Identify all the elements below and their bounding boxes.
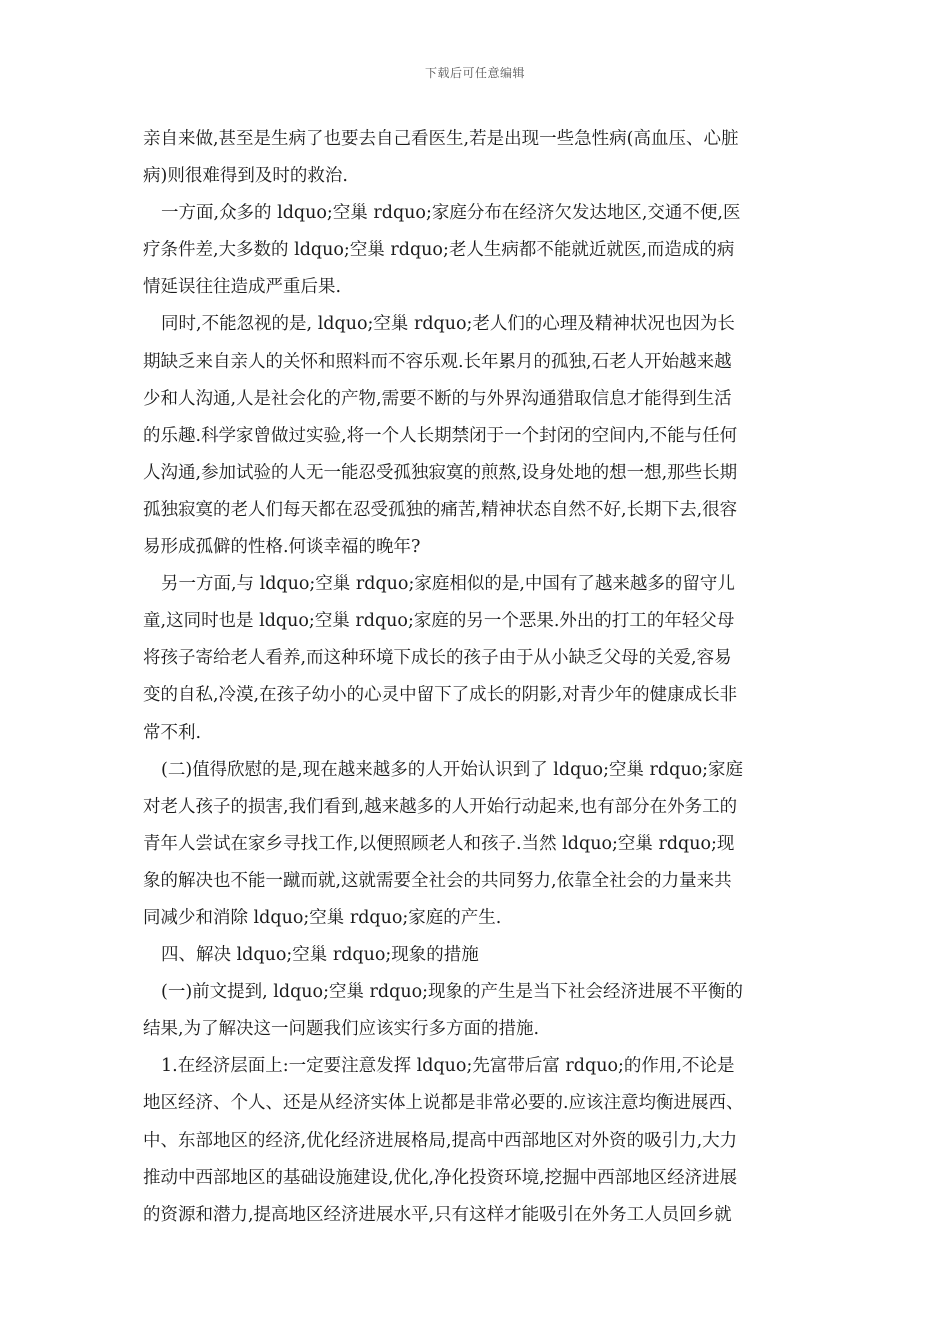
text-line: 结果,为了解决这一问题我们应该实行多方面的措施. [143, 1019, 540, 1040]
text-line: 亲自来做,甚至是生病了也要去自己看医生,若是出现一些急性病(高血压、心脏 [143, 129, 739, 149]
text-line: 青年人尝试在家乡寻找工作,以便照顾老人和孩子.当然 ldquo;空巢 rdquo;现 [143, 833, 735, 854]
text-line: 期缺乏来自亲人的关怀和照料而不容乐观.长年累月的孤独,石老人开始越来越 [143, 351, 732, 372]
text-line: 象的解决也不能一蹴而就,这就需要全社会的共同努力,依靠全社会的力量来共 [143, 870, 732, 891]
text-line: 1.在经济层面上:一定要注意发挥 ldquo;先富带后富 rdquo;的作用,不论是 [161, 1056, 735, 1077]
text-line: 孤独寂寞的老人们每天都在忍受孤独的痛苦,精神状态自然不好,长期下去,很容 [143, 499, 738, 520]
text-line: (一)前文提到, ldquo;空巢 rdquo;现象的产生是当下社会经济进展不平衡的 [161, 982, 744, 1003]
text-line: 对老人孩子的损害,我们看到,越来越多的人开始行动起来,也有部分在外务工的 [143, 796, 738, 817]
text-line: 易形成孤僻的性格.何谈幸福的晚年? [143, 537, 421, 558]
text-line: 疗条件差,大多数的 ldquo;空巢 rdquo;老人生病都不能就近就医,而造成的病 [143, 240, 735, 261]
text-line: 人沟通,参加试验的人无一能忍受孤独寂寞的煎熬,设身处地的想一想,那些长期 [143, 462, 738, 483]
text-line: 的资源和潜力,提高地区经济进展水平,只有这样才能吸引在外务工人员回乡就 [143, 1204, 732, 1225]
text-line: 同时,不能忽视的是, ldquo;空巢 rdquo;老人们的心理及精神状况也因为长 [161, 314, 735, 335]
text-line: 病)则很难得到及时的救治. [143, 166, 348, 187]
text-line: 变的自私,冷漠,在孩子幼小的心灵中留下了成长的阴影,对青少年的健康成长非 [143, 685, 738, 706]
page-header: 下载后可任意编辑 [424, 66, 525, 80]
text-line: 童,这同时也是 ldquo;空巢 rdquo;家庭的另一个恶果.外出的打工的年轻父母 [143, 611, 735, 632]
text-line: (二)值得欣慰的是,现在越来越多的人开始认识到了 ldquo;空巢 rdquo;家庭 [161, 759, 744, 780]
text-line: 同减少和消除 ldquo;空巢 rdquo;家庭的产生. [143, 907, 502, 928]
text-line: 情延误往往造成严重后果. [143, 277, 342, 298]
text-line: 将孩子寄给老人看养,而这种环境下成长的孩子由于从小缺乏父母的关爱,容易 [143, 648, 732, 669]
text-line: 推动中西部地区的基础设施建设,优化,净化投资环境,挖掘中西部地区经济进展 [143, 1167, 738, 1188]
text-line: 中、东部地区的经济,优化经济进展格局,提高中西部地区对外资的吸引力,大力 [143, 1130, 738, 1151]
text-line: 地区经济、个人、还是从经济实体上说都是非常必要的.应该注意均衡进展西、 [143, 1093, 744, 1114]
text-line: 少和人沟通,人是社会化的产物,需要不断的与外界沟通猎取信息才能得到生活 [143, 388, 732, 409]
text-line: 另一方面,与 ldquo;空巢 rdquo;家庭相似的是,中国有了越来越多的留守儿 [161, 574, 735, 595]
section-heading: 四、解决 ldquo;空巢 rdquo;现象的措施 [161, 945, 479, 966]
text-line: 常不利. [143, 722, 202, 743]
text-line: 一方面,众多的 ldquo;空巢 rdquo;家庭分布在经济欠发达地区,交通不便,医 [161, 203, 741, 224]
document-body [143, 121, 809, 1234]
text-line: 的乐趣.科学家曾做过实验,将一个人长期禁闭于一个封闭的空间内,不能与任何 [143, 425, 738, 446]
